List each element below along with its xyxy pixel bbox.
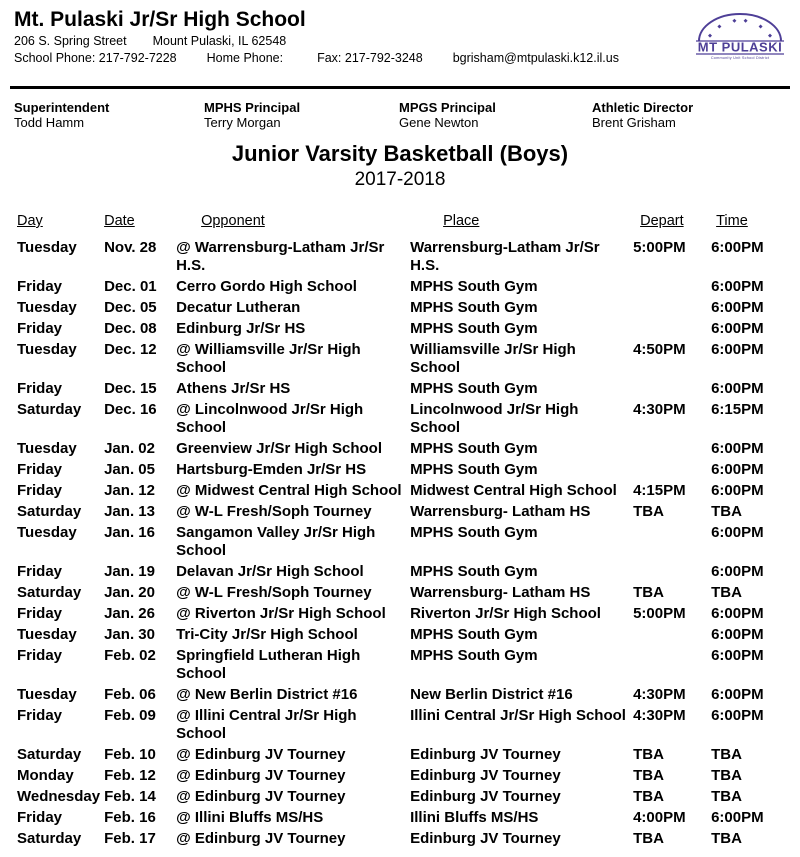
column-header-depart: Depart	[640, 213, 684, 229]
cell-time: TBA	[711, 584, 742, 601]
cell-depart: 4:30PM	[633, 707, 686, 724]
cell-depart	[633, 299, 711, 320]
cell-date: Dec. 01	[104, 278, 157, 295]
schedule-table	[17, 212, 773, 851]
cell-opponent: @ Williamsville Jr/Sr High School	[176, 341, 361, 376]
cell-opponent: Delavan Jr/Sr High School	[176, 563, 364, 580]
schedule-row	[17, 686, 773, 707]
cell-place: MPHS South Gym	[410, 626, 538, 643]
cell-day: Monday	[17, 767, 74, 784]
cell-depart: 4:15PM	[633, 482, 686, 499]
cell-depart: 4:50PM	[633, 341, 686, 358]
schedule-row	[17, 563, 773, 584]
cell-day: Saturday	[17, 746, 82, 763]
cell-day: Tuesday	[17, 524, 77, 541]
schedule-row	[17, 524, 773, 563]
cell-date: Jan. 13	[104, 503, 155, 520]
cell-place: New Berlin District #16	[410, 686, 573, 703]
season: 2017-2018	[354, 169, 446, 190]
cell-opponent: @ Illini Central Jr/Sr High School	[176, 707, 357, 742]
cell-opponent: @ Lincolnwood Jr/Sr High School	[176, 401, 364, 436]
cell-opponent: @ Edinburg JV Tourney	[176, 746, 346, 763]
cell-depart: TBA	[633, 746, 664, 763]
cell-day: Friday	[17, 320, 63, 337]
school-phone: School Phone: 217-792-7228	[14, 51, 177, 65]
cell-place: Edinburg JV Tourney	[410, 746, 561, 763]
cell-place: Midwest Central High School	[410, 482, 617, 499]
cell-opponent: Greenview Jr/Sr High School	[176, 440, 382, 457]
schedule-row	[17, 746, 773, 767]
schedule-row	[17, 278, 773, 299]
cell-time: 6:00PM	[711, 278, 764, 295]
cell-depart	[633, 440, 711, 461]
schedule-row	[17, 239, 773, 278]
cell-time: 6:15PM	[711, 401, 764, 418]
schedule-body	[17, 239, 773, 851]
schedule-row	[17, 788, 773, 809]
cell-depart	[633, 278, 711, 299]
cell-place: MPHS South Gym	[410, 647, 538, 664]
cell-day: Friday	[17, 380, 63, 397]
cell-place: MPHS South Gym	[410, 299, 538, 316]
cell-depart	[633, 647, 711, 686]
cell-time: 6:00PM	[711, 482, 764, 499]
cell-opponent: @ Edinburg JV Tourney	[176, 830, 346, 847]
cell-depart	[633, 626, 711, 647]
staff-name: Terry Morgan	[204, 115, 281, 130]
cell-place: Warrensburg- Latham HS	[410, 503, 591, 520]
cell-day: Friday	[17, 605, 63, 622]
schedule-row	[17, 299, 773, 320]
cell-place: Lincolnwood Jr/Sr High School	[410, 401, 579, 436]
staff-mpgs-principal	[399, 100, 592, 130]
schedule-row	[17, 809, 773, 830]
staff-title: Superintendent	[14, 100, 110, 115]
cell-time: 6:00PM	[711, 440, 764, 457]
cell-day: Friday	[17, 278, 63, 295]
cell-date: Feb. 16	[104, 809, 156, 826]
cell-day: Tuesday	[17, 686, 77, 703]
cell-opponent: Tri-City Jr/Sr High School	[176, 626, 358, 643]
staff-athletic-director	[592, 100, 800, 130]
cell-opponent: Sangamon Valley Jr/Sr High School	[176, 524, 376, 559]
cell-place: MPHS South Gym	[410, 524, 538, 541]
cell-day: Friday	[17, 809, 63, 826]
cell-place: Illini Bluffs MS/HS	[410, 809, 539, 826]
cell-depart: TBA	[633, 584, 664, 601]
cell-time: TBA	[711, 746, 742, 763]
staff-title: Athletic Director	[592, 100, 694, 115]
schedule-row	[17, 626, 773, 647]
cell-depart: 5:00PM	[633, 605, 686, 622]
cell-day: Tuesday	[17, 440, 77, 457]
cell-opponent: @ Midwest Central High School	[176, 482, 402, 499]
column-header-day: Day	[17, 213, 43, 229]
cell-date: Jan. 26	[104, 605, 155, 622]
cell-time: 6:00PM	[711, 299, 764, 316]
staff-name: Gene Newton	[399, 115, 479, 130]
cell-date: Nov. 28	[104, 239, 157, 256]
cell-opponent: Springfield Lutheran High School	[176, 647, 361, 682]
cell-date: Jan. 30	[104, 626, 155, 643]
cell-opponent: @ New Berlin District #16	[176, 686, 358, 703]
cell-date: Feb. 09	[104, 707, 156, 724]
logo-tagline: Community Unit School District	[710, 56, 770, 60]
cell-day: Saturday	[17, 584, 82, 601]
cell-opponent: @ Edinburg JV Tourney	[176, 767, 346, 784]
cell-day: Friday	[17, 647, 63, 664]
document-title: Junior Varsity Basketball (Boys)	[231, 141, 569, 166]
cell-place: Warrensburg-Latham Jr/Sr H.S.	[410, 239, 600, 274]
header-divider	[10, 86, 790, 89]
cell-time: 6:00PM	[711, 461, 764, 478]
column-header-time: Time	[716, 213, 748, 229]
cell-place: MPHS South Gym	[410, 440, 538, 457]
cell-time: 6:00PM	[711, 809, 764, 826]
cell-date: Feb. 14	[104, 788, 156, 805]
cell-time: TBA	[711, 503, 742, 520]
email: bgrisham@mtpulaski.k12.il.us	[452, 51, 619, 65]
cell-place: MPHS South Gym	[410, 461, 538, 478]
cell-place: MPHS South Gym	[410, 563, 538, 580]
cell-time: 6:00PM	[711, 686, 764, 703]
cell-day: Wednesday	[17, 788, 101, 805]
cell-opponent: @ Illini Bluffs MS/HS	[176, 809, 324, 826]
cell-opponent: Decatur Lutheran	[176, 299, 301, 316]
cell-date: Jan. 12	[104, 482, 155, 499]
cell-depart: TBA	[633, 503, 664, 520]
cell-day: Friday	[17, 563, 63, 580]
staff-name: Brent Grisham	[592, 115, 676, 130]
cell-day: Saturday	[17, 503, 82, 520]
cell-day: Tuesday	[17, 239, 77, 256]
cell-depart	[633, 524, 711, 563]
schedule-row	[17, 707, 773, 746]
schedule-row	[17, 767, 773, 788]
cell-date: Dec. 12	[104, 341, 157, 358]
cell-time: 6:00PM	[711, 380, 764, 397]
address-city: Mount Pulaski, IL 62548	[152, 34, 287, 48]
cell-date: Feb. 02	[104, 647, 156, 664]
cell-time: TBA	[711, 767, 742, 784]
staff-title: MPGS Principal	[399, 100, 496, 115]
cell-day: Saturday	[17, 401, 82, 418]
cell-opponent: @ W-L Fresh/Soph Tourney	[176, 584, 372, 601]
cell-opponent: @ W-L Fresh/Soph Tourney	[176, 503, 372, 520]
schedule-header-row	[17, 212, 773, 239]
cell-date: Jan. 19	[104, 563, 155, 580]
schedule-row	[17, 830, 773, 851]
cell-depart: 4:30PM	[633, 686, 686, 703]
schedule-row	[17, 341, 773, 380]
schedule-row	[17, 647, 773, 686]
cell-day: Friday	[17, 707, 63, 724]
cell-opponent: Athens Jr/Sr HS	[176, 380, 291, 397]
cell-place: Edinburg JV Tourney	[410, 830, 561, 847]
cell-date: Dec. 15	[104, 380, 157, 397]
schedule-row	[17, 605, 773, 626]
logo-text: MT PULASKI	[697, 39, 783, 55]
schedule-row	[17, 440, 773, 461]
cell-depart: 5:00PM	[633, 239, 686, 256]
cell-day: Tuesday	[17, 341, 77, 358]
schedule-row	[17, 380, 773, 401]
cell-opponent: @ Edinburg JV Tourney	[176, 788, 346, 805]
cell-time: 6:00PM	[711, 341, 764, 358]
cell-date: Dec. 05	[104, 299, 157, 316]
cell-place: MPHS South Gym	[410, 320, 538, 337]
cell-day: Tuesday	[17, 626, 77, 643]
cell-time: 6:00PM	[711, 563, 764, 580]
cell-date: Feb. 17	[104, 830, 156, 847]
mt-pulaski-logo	[692, 8, 788, 64]
cell-time: 6:00PM	[711, 320, 764, 337]
schedule-row	[17, 503, 773, 524]
cell-depart	[633, 461, 711, 482]
schedule-row	[17, 482, 773, 503]
cell-depart: 4:30PM	[633, 401, 686, 418]
column-header-place: Place	[443, 213, 480, 229]
schedule-row	[17, 584, 773, 605]
cell-place: Illini Central Jr/Sr High School	[410, 707, 626, 724]
column-header-opponent: Opponent	[201, 213, 265, 229]
cell-day: Friday	[17, 461, 63, 478]
cell-place: Riverton Jr/Sr High School	[410, 605, 601, 622]
address-street: 206 S. Spring Street	[14, 34, 127, 48]
cell-date: Feb. 06	[104, 686, 156, 703]
cell-depart: 4:00PM	[633, 809, 686, 826]
cell-time: 6:00PM	[711, 626, 764, 643]
cell-date: Dec. 08	[104, 320, 157, 337]
cell-date: Jan. 05	[104, 461, 155, 478]
cell-date: Feb. 12	[104, 767, 156, 784]
column-header-date: Date	[104, 213, 135, 229]
cell-opponent: Hartsburg-Emden Jr/Sr HS	[176, 461, 367, 478]
cell-depart: TBA	[633, 788, 664, 805]
cell-time: TBA	[711, 788, 742, 805]
staff-row	[0, 100, 800, 130]
staff-superintendent	[14, 100, 204, 130]
cell-opponent: @ Riverton Jr/Sr High School	[176, 605, 386, 622]
staff-title: MPHS Principal	[204, 100, 301, 115]
cell-day: Friday	[17, 482, 63, 499]
cell-date: Feb. 10	[104, 746, 156, 763]
cell-depart	[633, 563, 711, 584]
cell-time: 6:00PM	[711, 707, 764, 724]
cell-date: Jan. 16	[104, 524, 155, 541]
cell-date: Dec. 16	[104, 401, 157, 418]
school-contact	[14, 51, 800, 65]
cell-time: 6:00PM	[711, 605, 764, 622]
fax: Fax: 217-792-3248	[317, 51, 423, 65]
home-phone: Home Phone:	[206, 51, 284, 65]
cell-place: MPHS South Gym	[410, 380, 538, 397]
cell-date: Jan. 20	[104, 584, 155, 601]
school-address	[14, 34, 800, 48]
school-name: Mt. Pulaski Jr/Sr High School	[14, 8, 306, 31]
schedule-row	[17, 401, 773, 440]
cell-place: Edinburg JV Tourney	[410, 788, 561, 805]
cell-date: Jan. 02	[104, 440, 155, 457]
staff-name: Todd Hamm	[14, 115, 85, 130]
cell-opponent: Edinburg Jr/Sr HS	[176, 320, 306, 337]
staff-mphs-principal	[204, 100, 399, 130]
cell-day: Tuesday	[17, 299, 77, 316]
cell-depart	[633, 380, 711, 401]
cell-opponent: @ Warrensburg-Latham Jr/Sr H.S.	[176, 239, 385, 274]
cell-day: Saturday	[17, 830, 82, 847]
schedule-row	[17, 461, 773, 482]
cell-time: TBA	[711, 830, 742, 847]
cell-time: 6:00PM	[711, 524, 764, 541]
cell-place: Williamsville Jr/Sr High School	[410, 341, 576, 376]
cell-place: MPHS South Gym	[410, 278, 538, 295]
cell-opponent: Cerro Gordo High School	[176, 278, 357, 295]
cell-time: 6:00PM	[711, 647, 764, 664]
cell-depart: TBA	[633, 767, 664, 784]
schedule-row	[17, 320, 773, 341]
cell-place: Warrensburg- Latham HS	[410, 584, 591, 601]
cell-time: 6:00PM	[711, 239, 764, 256]
cell-depart: TBA	[633, 830, 664, 847]
cell-place: Edinburg JV Tourney	[410, 767, 561, 784]
cell-depart	[633, 320, 711, 341]
